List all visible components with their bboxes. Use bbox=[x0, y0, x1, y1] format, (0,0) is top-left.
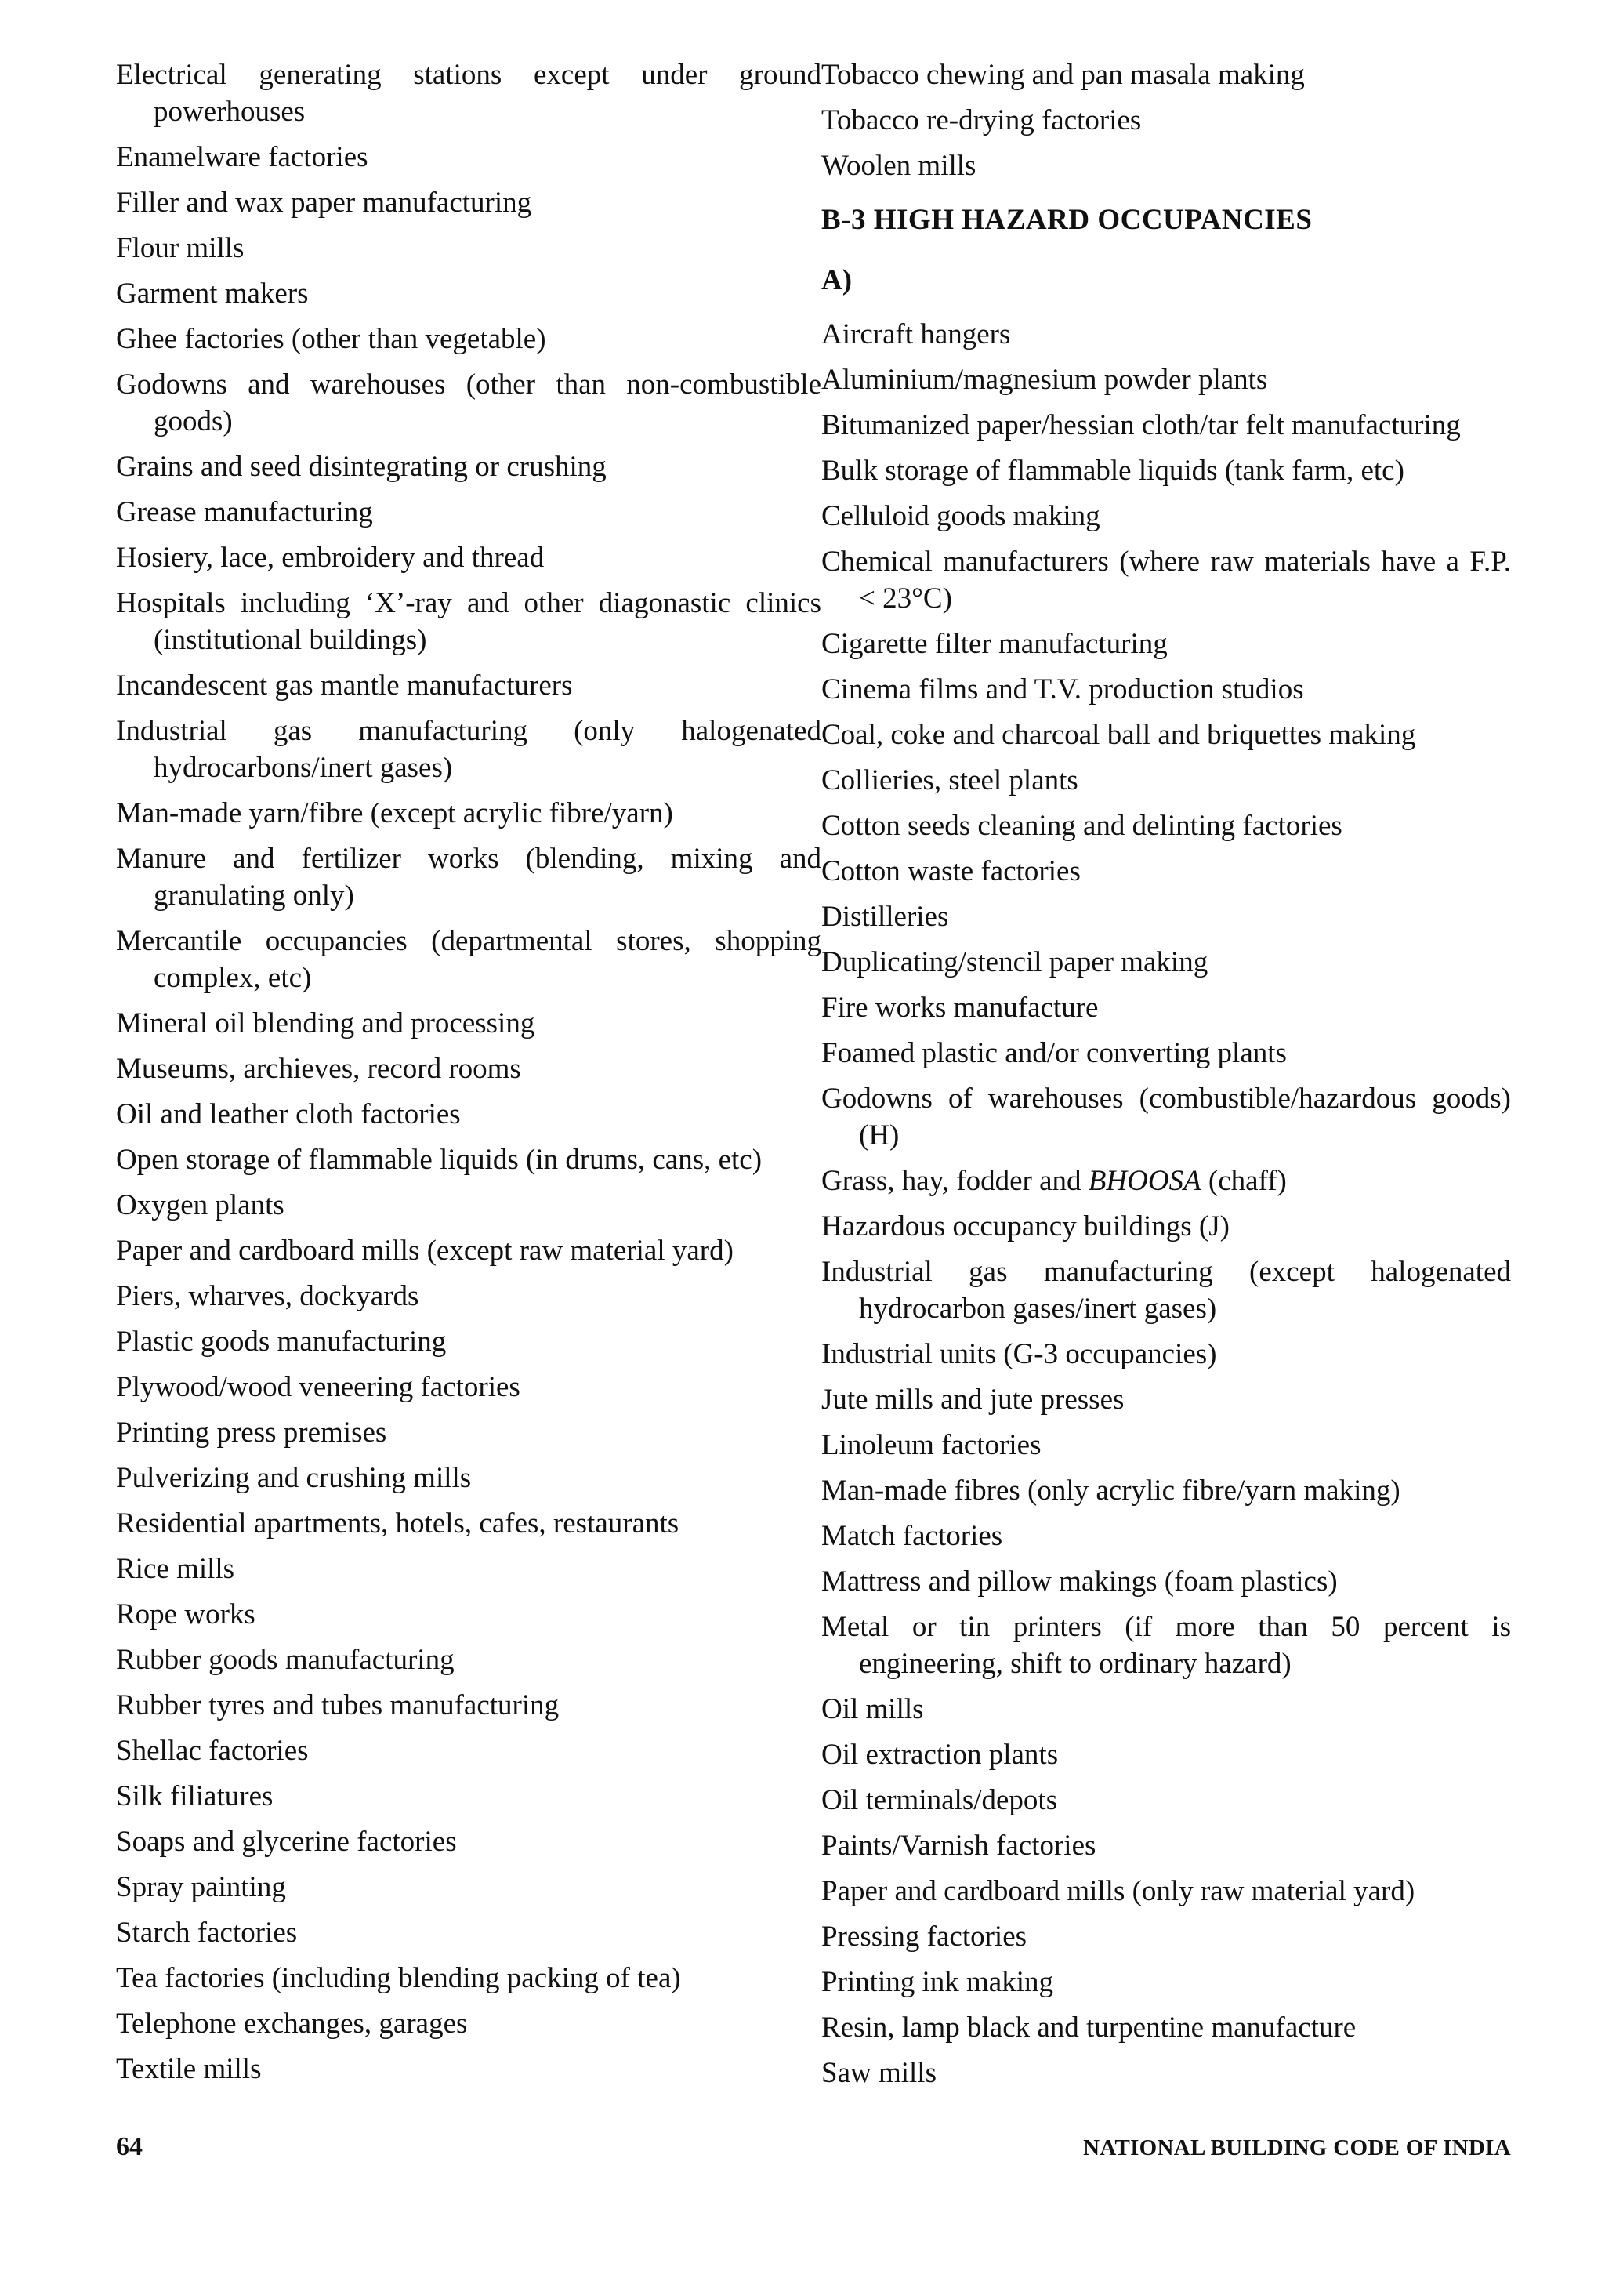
list-item: Saw mills bbox=[821, 2057, 937, 2089]
list-item: Electrical generating stations except under ground powerhouses bbox=[116, 59, 821, 128]
list-item: Tea factories (including blending packing of tea) bbox=[116, 1962, 681, 1994]
list-item: Enamelware factories bbox=[116, 141, 368, 173]
list-item: Bitumanized paper/hessian cloth/tar felt manufacturing bbox=[821, 409, 1461, 441]
list-item: Collieries, steel plants bbox=[821, 764, 1078, 796]
list-item: Pulverizing and crushing mills bbox=[116, 1462, 472, 1494]
list-item: Tobacco chewing and pan masala making bbox=[821, 59, 1305, 91]
list-item: Hazardous occupancy buildings (J) bbox=[821, 1210, 1230, 1242]
right-top-list bbox=[821, 56, 1511, 184]
list-item: Chemical manufacturers (where raw materials have a F.P. < 23°C) bbox=[821, 546, 1511, 615]
list-item: Silk filiatures bbox=[116, 1780, 274, 1812]
list-item: Celluloid goods making bbox=[821, 500, 1100, 532]
list-item: Rice mills bbox=[116, 1553, 235, 1585]
list-item: Mineral oil blending and processing bbox=[116, 1007, 535, 1039]
grass-text-before: Grass, hay, fodder and bbox=[821, 1165, 1089, 1197]
list-item: Man-made yarn/fibre (except acrylic fibre/yarn) bbox=[116, 797, 673, 829]
list-item: Oil terminals/depots bbox=[821, 1784, 1058, 1816]
list-item: Paints/Varnish factories bbox=[821, 1830, 1096, 1862]
list-item: Rubber goods manufacturing bbox=[116, 1644, 455, 1676]
list-item: Linoleum factories bbox=[821, 1429, 1042, 1461]
list-item: Paper and cardboard mills (except raw material yard) bbox=[116, 1235, 734, 1267]
footer-title: NATIONAL BUILDING CODE OF INDIA bbox=[1083, 2135, 1511, 2160]
list-item: Cigarette filter manufacturing bbox=[821, 628, 1168, 660]
list-item: Aluminium/magnesium powder plants bbox=[821, 364, 1268, 396]
list-item: Garment makers bbox=[116, 277, 309, 310]
list-item: Cinema films and T.V. production studios bbox=[821, 673, 1304, 705]
list-item: Grains and seed disintegrating or crushing bbox=[116, 451, 607, 483]
list-item: Cotton seeds cleaning and delinting factories bbox=[821, 810, 1342, 842]
list-item: Hosiery, lace, embroidery and thread bbox=[116, 542, 545, 574]
right-list-b bbox=[821, 1208, 1511, 2091]
list-item: Soaps and glycerine factories bbox=[116, 1826, 457, 1858]
list-item: Aircraft hangers bbox=[821, 318, 1011, 350]
list-item: Paper and cardboard mills (only raw material yard) bbox=[821, 1875, 1415, 1907]
list-item: Godowns of warehouses (combustible/hazardous goods) (H) bbox=[821, 1083, 1511, 1152]
list-item: Pressing factories bbox=[821, 1921, 1027, 1953]
list-item: Mattress and pillow makings (foam plastics) bbox=[821, 1565, 1338, 1598]
list-item: Rope works bbox=[116, 1598, 255, 1630]
list-item: Fire works manufacture bbox=[821, 992, 1099, 1024]
list-item: Hospitals including ‘X’-ray and other diagonastic clinics (institutional buildings) bbox=[116, 587, 821, 656]
list-item: Flour mills bbox=[116, 232, 245, 264]
grass-text-after: (chaff) bbox=[1201, 1165, 1287, 1197]
section-heading: B-3 HIGH HAZARD OCCUPANCIES bbox=[821, 204, 1313, 236]
right-column bbox=[821, 56, 1511, 2100]
list-item: Printing ink making bbox=[821, 1966, 1053, 1998]
list-item: Manure and fertilizer works (blending, mixing and granulating only) bbox=[116, 843, 821, 912]
list-item: Piers, wharves, dockyards bbox=[116, 1280, 419, 1312]
right-list-a bbox=[821, 316, 1511, 1154]
list-item: Mercantile occupancies (departmental stores, shopping complex, etc) bbox=[116, 925, 821, 994]
list-item: Coal, coke and charcoal ball and briquettes making bbox=[821, 719, 1416, 751]
page-number: 64 bbox=[116, 2132, 143, 2161]
list-item: Printing press premises bbox=[116, 1416, 387, 1449]
list-item: Bulk storage of flammable liquids (tank farm, etc) bbox=[821, 455, 1404, 487]
list-item: Telephone exchanges, garages bbox=[116, 2008, 468, 2040]
list-item: Industrial gas manufacturing (except halogenated hydrocarbon gases/inert gases) bbox=[821, 1256, 1511, 1325]
list-item: Foamed plastic and/or converting plants bbox=[821, 1037, 1287, 1069]
list-item: Match factories bbox=[821, 1520, 1003, 1552]
list-item: Oil extraction plants bbox=[821, 1739, 1059, 1771]
list-item: Plywood/wood veneering factories bbox=[116, 1371, 520, 1403]
list-item: Tobacco re-drying factories bbox=[821, 104, 1142, 136]
left-column bbox=[116, 56, 821, 2096]
list-item: Starch factories bbox=[116, 1917, 298, 1949]
list-item: Ghee factories (other than vegetable) bbox=[116, 323, 546, 355]
list-item: Incandescent gas mantle manufacturers bbox=[116, 669, 573, 702]
subsection-label: A) bbox=[821, 264, 853, 296]
list-item: Oil mills bbox=[821, 1693, 924, 1725]
list-item: Metal or tin printers (if more than 50 percent is engineering, shift to ordinary hazard) bbox=[821, 1611, 1511, 1680]
list-item: Resin, lamp black and turpentine manufacture bbox=[821, 2011, 1357, 2044]
list-item: Duplicating/stencil paper making bbox=[821, 946, 1208, 978]
list-item: Shellac factories bbox=[116, 1735, 309, 1767]
list-item: Jute mills and jute presses bbox=[821, 1384, 1125, 1416]
list-item: Open storage of flammable liquids (in drums, cans, etc) bbox=[116, 1144, 763, 1176]
list-item: Woolen mills bbox=[821, 150, 976, 182]
list-item: Oxygen plants bbox=[116, 1189, 284, 1221]
list-item: Residential apartments, hotels, cafes, restaurants bbox=[116, 1507, 679, 1540]
list-item: Plastic goods manufacturing bbox=[116, 1326, 447, 1358]
list-item: Distilleries bbox=[821, 901, 949, 933]
list-item: Filler and wax paper manufacturing bbox=[116, 187, 532, 219]
list-item: Godowns and warehouses (other than non-combustible goods) bbox=[116, 368, 821, 437]
list-item: Industrial units (G-3 occupancies) bbox=[821, 1338, 1217, 1370]
list-item: Rubber tyres and tubes manufacturing bbox=[116, 1689, 560, 1721]
list-item: Industrial gas manufacturing (only halogenated hydrocarbons/inert gases) bbox=[116, 715, 821, 784]
list-item: Man-made fibres (only acrylic fibre/yarn making) bbox=[821, 1474, 1400, 1507]
list-item: Spray painting bbox=[116, 1871, 286, 1903]
list-item: Museums, archieves, record rooms bbox=[116, 1053, 521, 1085]
list-item: Grease manufacturing bbox=[116, 496, 373, 528]
list-item: Textile mills bbox=[116, 2053, 262, 2085]
list-item: Cotton waste factories bbox=[821, 855, 1081, 887]
list-item: Oil and leather cloth factories bbox=[116, 1098, 461, 1130]
grass-italic-term: BHOOSA bbox=[1088, 1165, 1201, 1197]
list-item-grass bbox=[821, 1163, 1511, 1199]
